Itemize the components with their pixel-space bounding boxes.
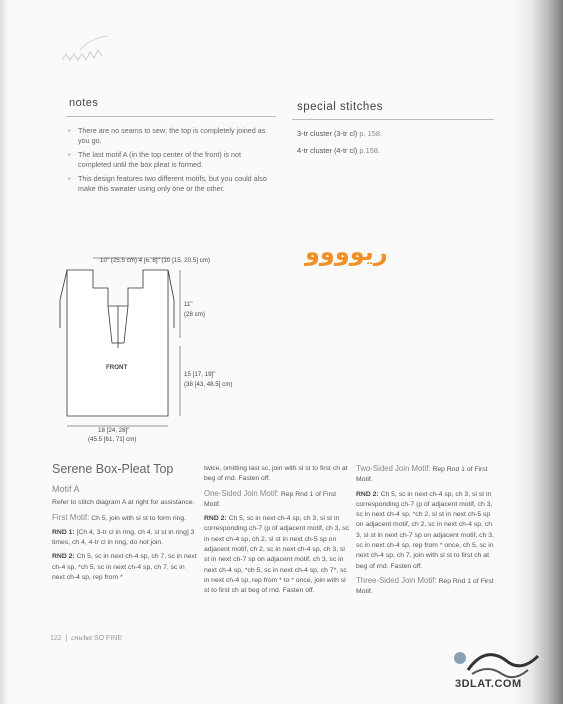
notes-item: • There are no seams to sew; the top is completely joined as you go. (68, 126, 266, 145)
schem-neck-depth-2: (28 cm) (184, 311, 205, 318)
book-spine-shadow (511, 0, 563, 704)
pattern-column-3 (356, 464, 496, 602)
three-sided-para: Three-Sided Join Motif: Rep Rnd 1 of First Motif. (356, 575, 494, 596)
overlay-arabic-text: ريوووو (305, 238, 388, 266)
schem-length-2: (38 [43, 48.5] cm) (184, 381, 233, 388)
pattern-title: Serene Box-Pleat Top (52, 462, 174, 476)
refer-text: Refer to stitch diagram A at right for assistance. (52, 499, 195, 507)
notes-item: • The last motif A (in the top center of the front) is not completed until the box pleat is formed. (68, 150, 241, 169)
page-number: 122 (50, 635, 62, 642)
rnd1-para: RND 1: [Ch 4, 3-tr cl in ring, ch 4, sl st in ring] 3 times, ch 4, 4-tr cl in ring, do not join. (52, 528, 195, 547)
notes-heading: notes (69, 97, 99, 109)
rnd2-para: RND 2: Ch 5, sc in next ch-4 sp, ch 7, sc in next ch-4 sp, *ch 5, sc in next ch-4 sp, ch 7, sc in next ch-4 sp, rep from * (52, 553, 197, 582)
notes-rule (66, 116, 276, 117)
notes-list (68, 126, 268, 198)
col2-continued: twice, omitting last sc, join with sl st to first ch at beg of rnd. Fasten off. (204, 465, 348, 483)
one-rnd2-para: RND 2: Ch 5, sc in next ch-4 sp, ch 3, sl st in corresponding ch-7 (p of adjacent motif, ch 3, sc in next ch-4 sp, ch 2, sl st in next ch-5 sp on adjacent motif, ch 2, sc in next ch-4 sp, ch 3, sl st in next ch-7 sp on adjacent motif, ch 3, sc in next ch-4 sp, *ch 5, sc in next ch-4 sp, ch 7*, sc in next ch-4 sp, rep from * to * once, join with sl st to first ch at beg of rnd. Fasten off. (204, 515, 350, 595)
notes-item: • This design features two different motifs, but you could also make this sweater using only one or the other. (68, 174, 267, 193)
two-rnd2-para: RND 2: Ch 5, sc in next ch-4 sp, ch 3, sl st in corresponding ch-7 (p of adjacent motif, ch 3, sc in next ch-4 sp, *ch 2, sl st in next ch-5 sp on adjacent motif, ch 2, sc in next ch-4 sp, ch 3, sl st in next ch-7 sp on adjacent motif, ch 3, sc in next ch-4 sp, rep from * once, ch 5, sc in next ch-4 sp, ch 7, join with sl st to first ch at beg of rnd. Fasten off. (356, 490, 494, 570)
schem-length-1: 15 [17, 19]" (184, 371, 216, 378)
one-sided-para: One-Sided Join Motif: Rep Rnd 1 of First Motif. (204, 488, 337, 508)
margin-scribble (60, 30, 120, 80)
pattern-column-2 (204, 464, 350, 601)
front-schematic (50, 248, 270, 448)
two-sided-para: Two-Sided Join Motif: Rep Rnd 1 of First Motif. (356, 464, 488, 484)
schem-top-dims: 10" (25.5 cm) 4 [6, 8]" (10 [15, 20.5] cm) (100, 257, 210, 264)
page-left-edge (0, 0, 8, 704)
pattern-column-1 (52, 484, 198, 587)
schem-width-2: (45.5 [61, 71] cm) (88, 436, 137, 443)
site-watermark-text: 3DLAT.COM (455, 678, 522, 690)
footer-series: SO FINE (93, 635, 122, 642)
schem-neck-depth-1: 11" (184, 301, 193, 308)
special-stitch-item: 3-tr cluster (3-tr cl) p. 158. (297, 129, 383, 138)
schem-width-1: 18 [24, 28]" (98, 427, 130, 434)
footer-separator: | (65, 635, 68, 642)
special-stitches-heading: special stitches (297, 101, 383, 113)
footer-brand: crochet (71, 634, 93, 642)
special-stitches-rule (292, 119, 494, 120)
page-footer (50, 634, 122, 642)
motif-heading: Motif A (52, 484, 80, 494)
schem-front-label: FRONT (106, 364, 128, 371)
special-stitch-item: 4-tr cluster (4-tr cl) p.158. (297, 146, 380, 155)
first-motif-para: First Motif: Ch 5, join with sl st to form ring. (52, 512, 187, 522)
